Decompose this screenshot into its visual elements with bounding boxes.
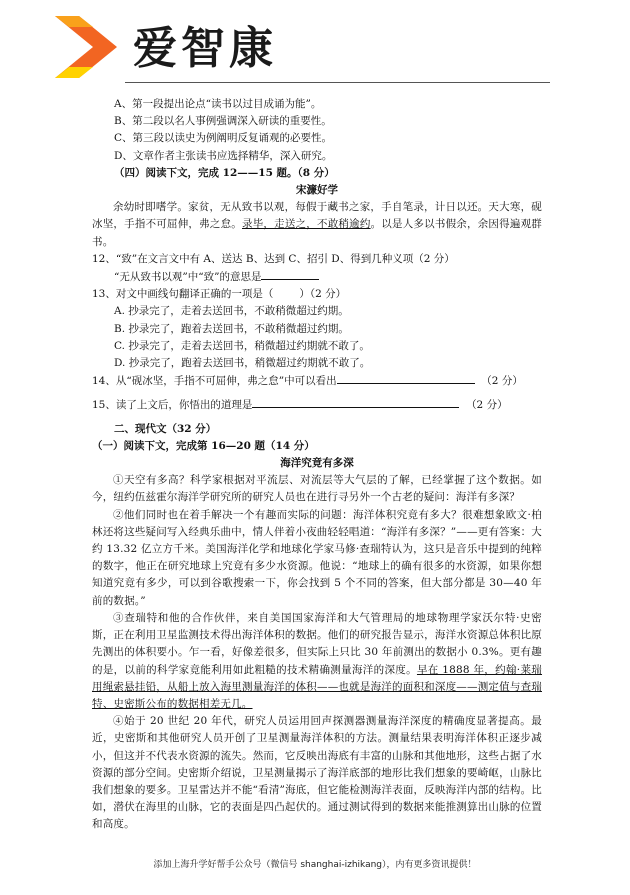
q15 <box>92 396 542 414</box>
q13-option-a: A. 抄录完了，走着去送回书，不敢稍微超过约期。 <box>114 305 349 318</box>
passage-part-b: 。以是人多以书假余，余因得遍观群书。 <box>92 218 542 248</box>
q14-answer-blank[interactable] <box>337 372 475 384</box>
section4-heading: （四）阅读下文，完成 12——15 题。（8 分） <box>114 166 335 179</box>
article-p3 <box>92 610 542 713</box>
q13-stem-b: ）（2 分） <box>299 288 347 301</box>
header-rule <box>125 82 550 83</box>
q12-stem: 12、“致”在文言文中有 A、送达 B、达到 C、招引 D、得到几种义项（2 分） <box>92 252 455 265</box>
header <box>55 14 535 84</box>
passage-underlined: 录毕，走送之，不敢稍逾约 <box>242 218 371 231</box>
document-body <box>92 96 542 834</box>
footer-note: 添加上海升学好帮手公众号（微信号 shanghai-izhikang），内有更多资讯提供！ <box>153 860 477 870</box>
article-p1: ①天空有多高？科学家根据对平流层、对流层等大气层的了解，已经掌握了这个数据。如今，纽约伍兹霍尔海洋学研究所的研究人员也在进行寻另外一个古老的疑问：海洋有多深？ <box>92 474 542 504</box>
article-p2: ②他们同时也在着手解决一个有趣而实际的问题：海洋体积究竟有多大？很难想象欧文·柏林还将这些疑问写入经典乐曲中，情人伴着小夜曲轻轻唱道：“海洋有多深？”——更有答案：大约 13.32 亿立方千米。美国海洋化学和地球化学家马修·查瑞特认为，这只是音乐中提到的纯粹的数字，他正在研究地球上究竟有多少水资源。他说：“地球上的确有很多的水资源，如果你想知道究竟有多少，可以到谷歌搜索一下，你会找到 5 个不同的答案，但大部分都是 30—40 年前的数据。” <box>92 508 542 607</box>
q15-stem: 15、读了上文后，你悟出的道理是 <box>92 399 253 412</box>
article-title: 海洋究竟有多深 <box>280 457 354 470</box>
q12-answer-blank[interactable] <box>261 268 319 280</box>
q15-answer-blank[interactable] <box>252 396 459 408</box>
option-11-c: C、第三段以读史为例阐明反复诵观的必要性。 <box>114 132 333 145</box>
q13-option-b: B. 抄录完了，跑着去送回书，不敢稍微超过约期。 <box>114 322 349 335</box>
option-11-b: B、第二段以名人事例强调深入研读的重要性。 <box>114 115 332 128</box>
q13-stem-a: 13、对文中画线句翻译正确的一项是（ <box>92 288 274 301</box>
q13-option-d: D. 抄录完了，跑着去送回书，稍微超过约期就不敢了。 <box>114 357 371 370</box>
q14 <box>92 372 542 390</box>
q14-score: （2 分） <box>481 375 523 388</box>
q13-option-c: C. 抄录完了，走着去送回书，稍微超过约期就不敢了。 <box>114 339 370 352</box>
brand-name: 爱智康 <box>133 23 277 74</box>
modern-heading: 二、现代文（32 分） <box>114 422 217 435</box>
article-p3-underlined: 早在 1888 年，约翰·莱瑞用绳索悬挂铅，从船上放入海里测量海洋的体积——也就是海洋的面积和深度——测定值与查瑞特、史密斯公布的数据相差无几。 <box>92 663 543 710</box>
brand-logo-icon <box>55 16 117 78</box>
q12-sub-text: “无从致书以观”中“致”的意思是 <box>114 271 262 284</box>
option-11-a: A、第一段提出论点“读书以过目成诵为能”。 <box>114 98 322 110</box>
section4-title: 宋濂好学 <box>296 184 338 197</box>
passage-song-lian <box>92 199 542 251</box>
passage-part-a: 余幼时即嗜学。家贫，无从致书以观，每假于藏书之家，手自笔录，计日以还。天大寒，砚冰坚，手指不可屈伸，弗之怠。 <box>92 201 542 231</box>
article-p4: ④始于 20 世纪 20 年代，研究人员运用回声探测器测量海洋深度的精确度显著提高。最近，史密斯和其他研究人员开创了卫星测量海洋体积的方法。测量结果表明海洋体积正逐步减小，但这并不代表水资源的流失。然而，它反映出海底有丰富的山脉和其他地形，这些占据了水资源的部分空间。史密斯介绍说，卫星测量揭示了海洋底部的地形比我们想象的要崎岖，山脉比我们想象的要多。卫星雷达并不能“看清”海底，但它能检测海洋表面，反映海洋内部的结构。比如，潜伏在海里的山脉，它的表面是四凸起伏的。通过测试得到的数据来能推测算出山脉的位置和高度。 <box>92 715 542 831</box>
q14-stem: 14、从“砚冰坚，手指不可屈伸，弗之怠”中可以看出 <box>92 375 337 388</box>
q15-score: （2 分） <box>466 399 508 412</box>
q13-stem <box>92 286 542 303</box>
option-11-d: D、文章作者主张读书应选择精华，深入研究。 <box>114 149 333 162</box>
article-p3-text: ③查瑞特和他的合作伙伴，来自美国国家海洋和大气管理局的地球物理学家沃尔特·史密斯，正在利用卫星监测技术得出海洋体积的数据。他们的研究报告显示，海洋水资源总体积比原先测出的体积要小。乍一看，好像差很多，但实际上只比 30 年前测出的数据小 0.3%。更有趣的是，以前的科学家竟能利用如此粗糙的技术精确测量海洋的深度。 <box>92 611 542 676</box>
q12-sub <box>92 268 542 286</box>
modern-sub-heading: （一）阅读下文，完成第 16—20 题（14 分） <box>92 439 315 452</box>
